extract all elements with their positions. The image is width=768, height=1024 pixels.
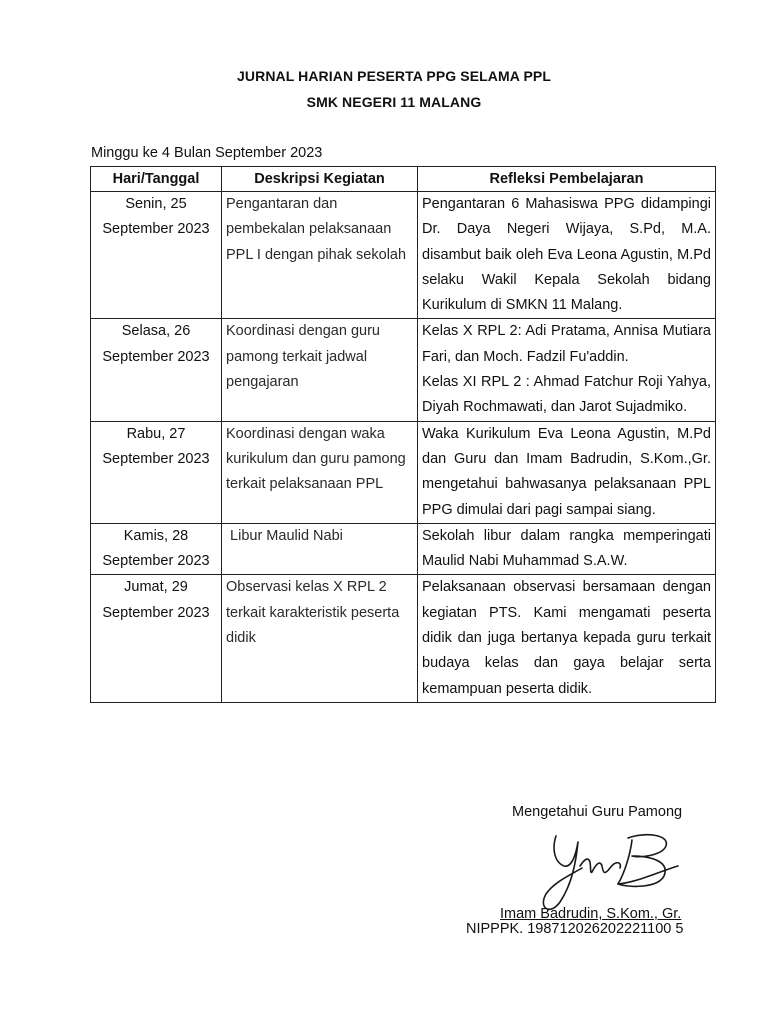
reflection-text: Pelaksanaan observasi bersamaan dengan kegiatan PTS. Kami mengamati peserta didik dan juga bertanya kepada guru terkait budaya kelas dan gaya belajar serta kemampuan peserta didik. (422, 579, 711, 697)
cell-reflection (418, 421, 716, 523)
cell-day: Selasa, 26 September 2023 (91, 319, 222, 421)
header-day: Hari/Tanggal (91, 167, 222, 192)
cell-reflection (418, 319, 716, 421)
cell-description: Libur Maulid Nabi (222, 523, 418, 575)
acknowledgement-label: Mengetahui Guru Pamong (512, 804, 683, 820)
reflection-text-2: Kelas XI RPL 2 : Ahmad Fatchur Roji Yahya, Diyah Rochmawati, dan Jarot Sujadmiko. (422, 374, 711, 416)
table-row (91, 575, 716, 702)
reflection-text: Sekolah libur dalam rangka memperingati Maulid Nabi Muhammad S.A.W. (422, 527, 711, 570)
reflection-text: Pengantaran 6 Mahasiswa PPG didampingi Dr. Daya Negeri Wijaya, S.Pd, M.A. disambut baik oleh Eva Leona Agustin, M.Pd selaku Wakil Kepala Sekolah bidang Kurikulum di SMKN 11 Malang. (422, 196, 711, 314)
cell-reflection (418, 192, 716, 319)
reflection-text: Waka Kurikulum Eva Leona Agustin, M.Pd dan Guru dan Imam Badrudin, S.Kom.,Gr. mengetahui bahwasanya pelaksanaan PPL PPG dimulai dari pagi sampai siang. (422, 425, 711, 518)
reflection-text: Kelas X RPL 2: Adi Pratama, Annisa Mutiara Fari, dan Moch. Fadzil Fu'addin. (422, 323, 711, 365)
table-row (91, 421, 716, 523)
cell-description: Pengantaran dan pembekalan pelaksanaan PPL I dengan pihak sekolah (222, 192, 418, 319)
signer-name: Imam Badrudin, S.Kom., Gr. (500, 906, 682, 922)
signer-id: NIPPPK. 198712026202221100 5 (466, 921, 684, 937)
header-reflection: Refleksi Pembelajaran (418, 167, 716, 192)
table-row (91, 192, 716, 319)
cell-day: Kamis, 28 September 2023 (91, 523, 222, 575)
document-title: JURNAL HARIAN PESERTA PPG SELAMA PPL (237, 68, 551, 84)
cell-day: Jumat, 29 September 2023 (91, 575, 222, 702)
header-description: Deskripsi Kegiatan (222, 167, 418, 192)
table-row (91, 523, 716, 575)
cell-reflection (418, 523, 716, 575)
table-row (91, 319, 716, 421)
cell-description: Koordinasi dengan waka kurikulum dan guru pamong terkait pelaksanaan PPL (222, 421, 418, 523)
cell-description: Koordinasi dengan guru pamong terkait jadwal pengajaran (222, 319, 418, 421)
week-label: Minggu ke 4 Bulan September 2023 (91, 145, 323, 161)
cell-day: Senin, 25 September 2023 (91, 192, 222, 319)
school-name: SMK NEGERI 11 MALANG (306, 94, 482, 110)
cell-reflection (418, 575, 716, 702)
table-header-row (91, 167, 716, 192)
journal-table (90, 166, 716, 703)
cell-day: Rabu, 27 September 2023 (91, 421, 222, 523)
cell-description: Observasi kelas X RPL 2 terkait karakteristik peserta didik (222, 575, 418, 702)
handwritten-signature-icon (520, 822, 690, 918)
